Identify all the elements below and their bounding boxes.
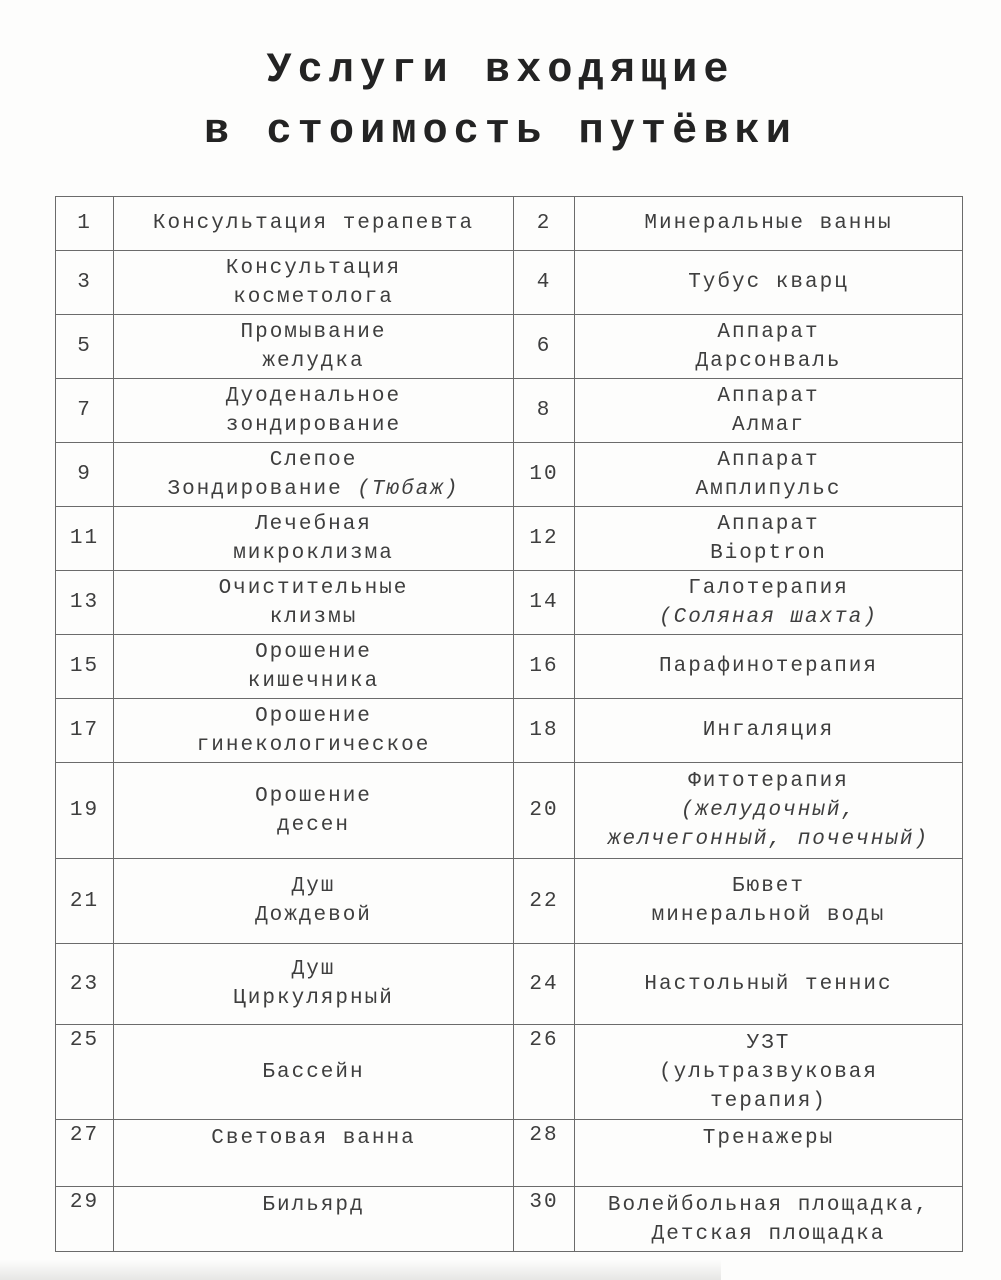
service-number: 19 (56, 763, 114, 859)
service-line (579, 970, 958, 999)
service-text: Тубус кварц (688, 271, 849, 294)
service-text: Алмаг (731, 413, 805, 437)
service-name (114, 699, 514, 763)
service-name (114, 315, 514, 379)
service-line (118, 811, 509, 840)
service-name (575, 251, 963, 315)
service-number: 23 (56, 944, 114, 1025)
service-text: Bioptron (710, 541, 827, 565)
table-row (56, 315, 963, 379)
service-text: Слепое (269, 448, 358, 472)
service-number: 14 (514, 571, 575, 635)
service-name (114, 197, 514, 251)
service-text: десен (276, 813, 350, 837)
service-text: Парафинотерапия (658, 655, 879, 678)
service-line (579, 872, 958, 901)
service-name (114, 379, 514, 443)
service-text: Циркулярный (233, 987, 394, 1010)
service-line (118, 574, 509, 603)
service-line (118, 475, 509, 504)
table-row (56, 1025, 963, 1120)
service-text: желчегонный, почечный) (607, 828, 930, 851)
service-line (579, 1058, 958, 1087)
service-text: терапия) (710, 1089, 827, 1113)
service-name (114, 507, 514, 571)
service-text: Дарсонваль (695, 349, 842, 373)
page-title-line1: Услуги входящие (266, 46, 735, 94)
service-text: минеральной воды (651, 904, 886, 927)
service-name (575, 443, 963, 507)
service-text: Бильярд (262, 1194, 365, 1217)
service-name (575, 859, 963, 944)
service-name (114, 251, 514, 315)
table-row (56, 1120, 963, 1187)
service-line (118, 782, 509, 811)
service-number: 24 (514, 944, 575, 1025)
service-name (114, 443, 514, 507)
service-line (118, 1124, 509, 1153)
service-text: Аппарат (717, 384, 820, 408)
service-number: 7 (56, 379, 114, 443)
service-line (579, 411, 958, 440)
service-text: Аппарат (717, 448, 820, 472)
service-line (579, 603, 958, 632)
service-text: Фитотерапия (688, 770, 849, 793)
service-line (579, 716, 958, 745)
service-text: Дождевой (255, 904, 372, 927)
service-text: УЗТ (746, 1031, 791, 1055)
service-text: Аппарат (717, 512, 820, 536)
service-line (118, 510, 509, 539)
service-line (579, 1124, 958, 1153)
service-line (579, 1087, 958, 1116)
service-text: Волейбольная площадка, (607, 1194, 930, 1217)
table-row (56, 379, 963, 443)
service-text: микроклизма (233, 541, 394, 565)
service-line (118, 254, 509, 283)
service-text: Настольный теннис (644, 972, 893, 996)
service-line (118, 283, 509, 312)
service-name (575, 507, 963, 571)
service-number: 9 (56, 443, 114, 507)
service-line (118, 638, 509, 667)
table-row (56, 197, 963, 251)
service-number: 5 (56, 315, 114, 379)
service-number: 12 (514, 507, 575, 571)
service-line (579, 1191, 958, 1220)
service-name (114, 944, 514, 1025)
page-title (0, 0, 1001, 162)
service-text: (ультразвуковая (658, 1060, 879, 1084)
service-text: Лечебная (255, 512, 372, 536)
service-name (114, 1187, 514, 1252)
service-text: Орошение (255, 640, 372, 664)
service-line (118, 901, 509, 930)
services-table (55, 196, 963, 1252)
service-line (579, 901, 958, 930)
service-number: 30 (514, 1187, 575, 1252)
table-row (56, 635, 963, 699)
service-text: Минеральные ванны (644, 212, 893, 235)
service-text: Зондирование (167, 477, 358, 501)
service-number: 2 (514, 197, 575, 251)
service-line (118, 347, 509, 376)
page-title-line2: в стоимость путёвки (204, 107, 797, 155)
service-number: 22 (514, 859, 575, 944)
service-text: зондирование (225, 413, 402, 437)
service-number: 13 (56, 571, 114, 635)
service-number: 29 (56, 1187, 114, 1252)
service-text: Дуоденальное (225, 384, 402, 408)
service-number: 17 (56, 699, 114, 763)
service-line (118, 955, 509, 984)
service-name (575, 1120, 963, 1187)
service-text: Орошение (255, 784, 372, 808)
service-number: 28 (514, 1120, 575, 1187)
service-name (114, 1025, 514, 1120)
service-number: 11 (56, 507, 114, 571)
service-text: гинекологическое (196, 733, 431, 757)
service-number: 26 (514, 1025, 575, 1120)
service-line (579, 574, 958, 603)
service-line (579, 767, 958, 796)
service-name (114, 635, 514, 699)
service-number: 16 (514, 635, 575, 699)
service-line (118, 209, 509, 238)
service-text: Световая ванна (211, 1127, 416, 1150)
service-number: 4 (514, 251, 575, 315)
service-line (118, 731, 509, 760)
table-row (56, 251, 963, 315)
service-line (118, 411, 509, 440)
service-text: Амплипульс (695, 477, 842, 501)
service-name (114, 571, 514, 635)
service-number: 1 (56, 197, 114, 251)
service-name (575, 699, 963, 763)
service-number: 3 (56, 251, 114, 315)
service-name (114, 1120, 514, 1187)
service-text: Промывание (240, 320, 387, 344)
service-name (575, 1025, 963, 1120)
service-line (579, 1029, 958, 1058)
table-row (56, 571, 963, 635)
service-text: косметолога (233, 285, 394, 309)
service-text: Аппарат (717, 320, 820, 344)
service-name (114, 859, 514, 944)
service-number: 18 (514, 699, 575, 763)
service-line (579, 825, 958, 854)
service-number: 27 (56, 1120, 114, 1187)
service-text: Консультация (225, 256, 402, 280)
service-line (118, 539, 509, 568)
service-line (579, 539, 958, 568)
table-row (56, 699, 963, 763)
service-name (575, 1187, 963, 1252)
service-text: Тренажеры (702, 1127, 835, 1150)
service-text: Душ (291, 875, 336, 898)
service-text: Консультация терапевта (152, 212, 475, 235)
service-text: желудка (262, 349, 365, 373)
table-row (56, 1187, 963, 1252)
service-number: 15 (56, 635, 114, 699)
service-text: Детская площадка (651, 1223, 886, 1246)
service-number: 8 (514, 379, 575, 443)
table-row (56, 443, 963, 507)
service-text: Орошение (255, 704, 372, 728)
service-line (118, 446, 509, 475)
service-line (118, 872, 509, 901)
service-name (575, 944, 963, 1025)
service-line (579, 1220, 958, 1249)
table-row (56, 507, 963, 571)
service-text: Бассейн (262, 1060, 365, 1084)
service-text: Бювет (731, 875, 805, 898)
service-name (575, 197, 963, 251)
service-name (575, 763, 963, 859)
service-line (579, 510, 958, 539)
service-name (575, 571, 963, 635)
table-row (56, 859, 963, 944)
services-table-body (56, 197, 963, 1252)
service-line (118, 603, 509, 632)
service-text: (Соляная шахта) (658, 605, 879, 629)
service-text: Ингаляция (702, 719, 835, 742)
table-row (56, 944, 963, 1025)
service-name (114, 763, 514, 859)
service-line (118, 318, 509, 347)
service-line (118, 984, 509, 1013)
service-number: 20 (514, 763, 575, 859)
service-line (579, 382, 958, 411)
service-line (579, 318, 958, 347)
service-text: Душ (291, 958, 336, 981)
service-name (575, 635, 963, 699)
table-row (56, 763, 963, 859)
service-name (575, 379, 963, 443)
scan-shadow (0, 1260, 721, 1280)
service-text: (Тюбаж) (357, 477, 460, 501)
service-line (579, 475, 958, 504)
service-line (579, 446, 958, 475)
service-line (579, 652, 958, 681)
service-text: (желудочный, (680, 799, 857, 822)
service-line (118, 702, 509, 731)
service-line (579, 796, 958, 825)
service-line (118, 1191, 509, 1220)
service-text: кишечника (247, 669, 380, 693)
service-number: 10 (514, 443, 575, 507)
service-number: 6 (514, 315, 575, 379)
service-line (118, 382, 509, 411)
service-text: клизмы (269, 605, 358, 629)
service-text: Очистительные (218, 576, 409, 600)
service-line (579, 347, 958, 376)
service-line (118, 1058, 509, 1087)
service-number: 21 (56, 859, 114, 944)
service-line (579, 268, 958, 297)
service-number: 25 (56, 1025, 114, 1120)
service-line (118, 667, 509, 696)
service-text: Галотерапия (688, 576, 849, 600)
service-line (579, 209, 958, 238)
service-name (575, 315, 963, 379)
